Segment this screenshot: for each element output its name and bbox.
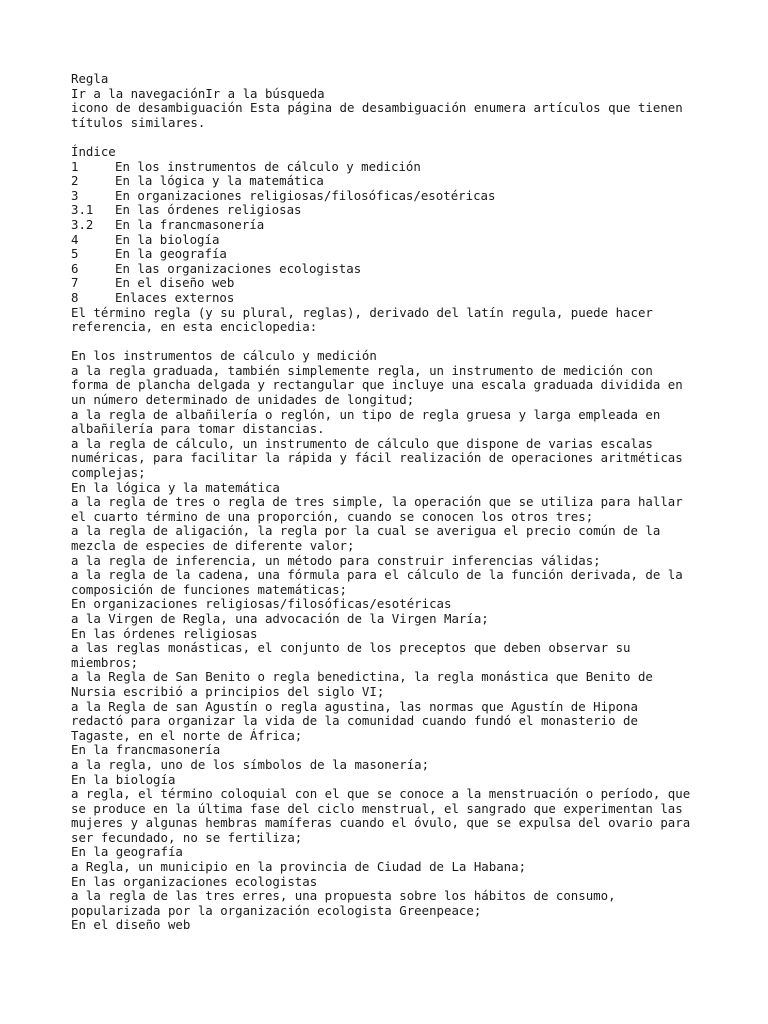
body-line: a la regla de la cadena, una fórmula para el cálculo de la función derivada, de la bbox=[71, 567, 683, 583]
body-line: a la regla de tres o regla de tres simple, la operación que se utiliza para hallar bbox=[71, 494, 683, 510]
body-line: En la geografía bbox=[71, 844, 183, 860]
body-line: a las reglas monásticas, el conjunto de los preceptos que deben observar su bbox=[71, 640, 631, 656]
disambiguation-notice-line: icono de desambiguación Esta página de desambiguación enumera artículos que tienen bbox=[71, 100, 683, 116]
toc-item[interactable] bbox=[71, 218, 761, 233]
body-line: composición de funciones matemáticas; bbox=[71, 581, 348, 597]
body-line: a la regla de albañilería o reglón, un tipo de regla gruesa y larga empleada en bbox=[71, 406, 661, 422]
body-line: En las órdenes religiosas bbox=[71, 625, 258, 641]
body-line: a la regla de las tres erres, una propuesta sobre los hábitos de consumo, bbox=[71, 888, 616, 904]
toc-item-number: 6 bbox=[71, 260, 79, 276]
page-title: Regla bbox=[71, 71, 109, 86]
toc-item-label: En la francmasonería bbox=[115, 216, 265, 232]
body-line: miembros; bbox=[71, 654, 139, 670]
toc-item[interactable] bbox=[71, 247, 761, 262]
body-line: popularizada por la organización ecologista Greenpeace; bbox=[71, 902, 482, 918]
body-line: a la Regla de san Agustín o regla agustina, las normas que Agustín de Hipona bbox=[71, 698, 638, 714]
body-line: a la Virgen de Regla, una advocación de la Virgen María; bbox=[71, 610, 489, 626]
body-line: albañilería para tomar distancias. bbox=[71, 421, 325, 437]
toc-item-label: En las organizaciones ecologistas bbox=[115, 260, 362, 276]
body-line: mezcla de especies de diferente valor; bbox=[71, 538, 355, 553]
toc-item-label: En las órdenes religiosas bbox=[115, 202, 302, 218]
disambiguation-notice-line: títulos similares. bbox=[71, 114, 206, 130]
toc-item-label: En los instrumentos de cálculo y medición bbox=[115, 158, 421, 174]
body-line: Tagaste, en el norte de África; bbox=[71, 727, 303, 743]
spacer bbox=[71, 335, 761, 350]
toc-item-label: En organizaciones religiosas/filosóficas/esotéricas bbox=[115, 187, 496, 203]
toc-item-number: 2 bbox=[71, 173, 79, 189]
body-line: a la Regla de San Benito o regla benedictina, la regla monástica que Benito de bbox=[71, 669, 653, 685]
toc-item-number: 8 bbox=[71, 289, 79, 305]
body-line: Nursia escribió a principios del siglo VI; bbox=[71, 683, 385, 699]
body-line: un número determinado de unidades de longitud; bbox=[71, 392, 415, 408]
toc-item-number: 1 bbox=[71, 158, 79, 174]
toc-item[interactable] bbox=[71, 189, 761, 204]
body-line: a la regla de inferencia, un método para construir inferencias válidas; bbox=[71, 552, 601, 568]
toc-item-number: 3.1 bbox=[71, 202, 94, 218]
body-line: En la lógica y la matemática bbox=[71, 479, 280, 495]
toc-item-label: En la geografía bbox=[115, 246, 227, 262]
body-line: ser fecundado, no se fertiliza; bbox=[71, 829, 303, 845]
toc-item-number: 4 bbox=[71, 231, 79, 247]
toc-item[interactable] bbox=[71, 262, 761, 277]
toc-item-label: En la lógica y la matemática bbox=[115, 173, 324, 189]
body-line: En la francmasonería bbox=[71, 742, 221, 758]
body-line: se produce en la última fase del ciclo menstrual, el sangrado que experimentan las bbox=[71, 800, 683, 816]
body-line: a la regla de aligación, la regla por la cual se averigua el precio común de la bbox=[71, 523, 661, 539]
toc-list bbox=[71, 160, 761, 306]
toc-item[interactable] bbox=[71, 233, 761, 248]
body-line: En el diseño web bbox=[71, 917, 191, 933]
body-line: En organizaciones religiosas/filosóficas/esotéricas bbox=[71, 596, 452, 612]
document-page bbox=[71, 72, 761, 933]
toc-item[interactable] bbox=[71, 291, 761, 306]
toc-item[interactable] bbox=[71, 203, 761, 218]
toc-item[interactable] bbox=[71, 276, 761, 291]
toc-item-label: En el diseño web bbox=[115, 275, 235, 291]
article-body bbox=[71, 349, 761, 933]
toc-item-label: Enlaces externos bbox=[115, 289, 235, 305]
table-of-contents bbox=[71, 145, 761, 306]
body-line: el cuarto término de una proporción, cuando se conocen los otros tres; bbox=[71, 508, 594, 524]
body-line: a la regla, uno de los símbolos de la masonería; bbox=[71, 756, 430, 772]
body-line: numéricas, para facilitar la rápida y fácil realización de operaciones aritméticas bbox=[71, 450, 683, 466]
intro-line: referencia, en esta enciclopedia: bbox=[71, 319, 318, 335]
body-line: forma de plancha delgada y rectangular que incluye una escala graduada dividida en bbox=[71, 377, 683, 393]
body-line: mujeres y algunas hembras mamíferas cuando el óvulo, que se expulsa del ovario para bbox=[71, 815, 691, 831]
body-line: complejas; bbox=[71, 465, 146, 481]
toc-heading: Índice bbox=[71, 143, 116, 159]
body-line: a la regla de cálculo, un instrumento de cálculo que dispone de varias escalas bbox=[71, 435, 653, 451]
intro-line: El término regla (y su plural, reglas), derivado del latín regula, puede hacer bbox=[71, 304, 653, 320]
spacer bbox=[71, 130, 761, 145]
body-line: a regla, el término coloquial con el que se conoce a la menstruación o período, que bbox=[71, 786, 691, 802]
toc-item-label: En la biología bbox=[115, 231, 220, 247]
toc-item-number: 7 bbox=[71, 275, 79, 291]
toc-item[interactable] bbox=[71, 174, 761, 189]
toc-item[interactable] bbox=[71, 160, 761, 175]
body-line: a la regla graduada, también simplemente regla, un instrumento de medición con bbox=[71, 362, 653, 378]
toc-item-number: 3.2 bbox=[71, 216, 94, 232]
body-line: En la biología bbox=[71, 771, 176, 787]
toc-item-number: 5 bbox=[71, 246, 79, 262]
body-line: En las organizaciones ecologistas bbox=[71, 873, 318, 889]
navigation-links[interactable]: Ir a la navegaciónIr a la búsqueda bbox=[71, 85, 325, 101]
body-line: En los instrumentos de cálculo y medición bbox=[71, 348, 377, 364]
toc-item-number: 3 bbox=[71, 187, 79, 203]
body-line: redactó para organizar la vida de la comunidad cuando fundó el monasterio de bbox=[71, 713, 638, 729]
body-line: a Regla, un municipio en la provincia de Ciudad de La Habana; bbox=[71, 859, 527, 875]
